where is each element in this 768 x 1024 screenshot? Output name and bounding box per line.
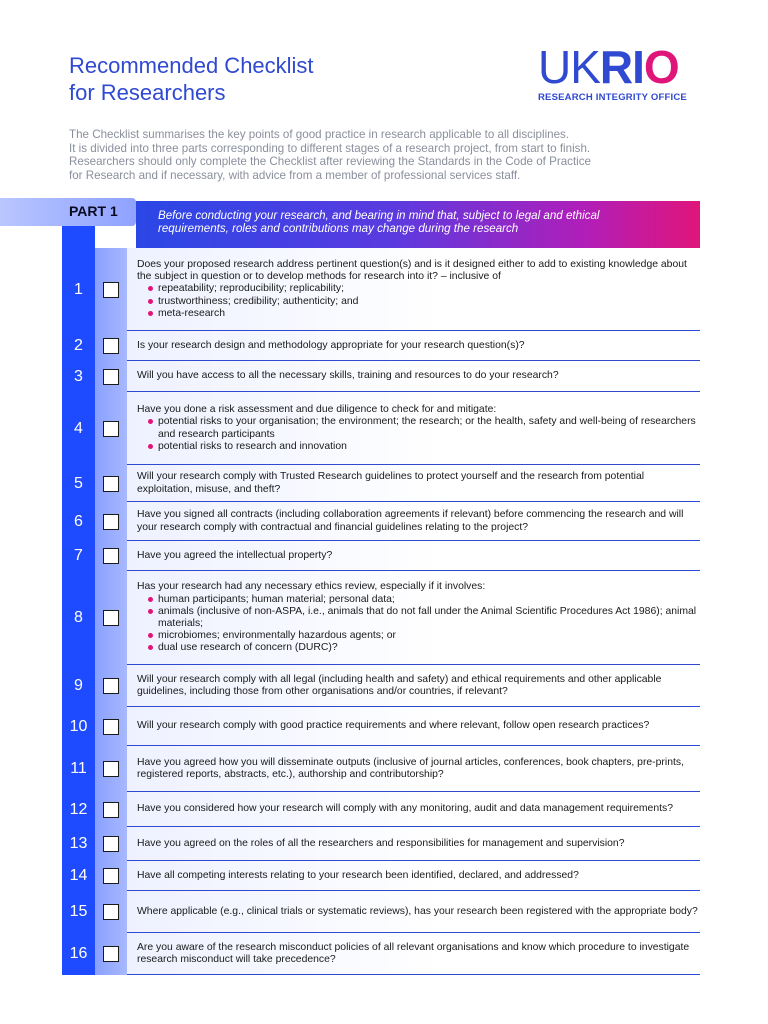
checklist-row-16	[62, 933, 700, 975]
row-divider	[127, 974, 700, 975]
item-checkbox[interactable]	[103, 476, 119, 492]
item-checkbox[interactable]	[103, 678, 119, 694]
part-banner-line-1: Before conducting your research, and bearing in mind that, subject to legal and ethical	[158, 209, 600, 222]
item-number: 3	[74, 367, 83, 385]
item-question	[137, 541, 698, 571]
item-checkbox[interactable]	[103, 836, 119, 852]
item-checkbox[interactable]	[103, 946, 119, 962]
item-bullet: repeatability; reproducibility; replicability;	[148, 283, 698, 295]
item-question	[137, 502, 698, 541]
checklist-row-9	[62, 665, 700, 707]
item-number: 2	[74, 337, 83, 354]
checklist-row-4	[62, 392, 700, 465]
item-bullet: trustworthiness; credibility; authenticity; and	[148, 296, 698, 308]
item-checkbox[interactable]	[103, 719, 119, 735]
checklist-row-15	[62, 891, 700, 933]
title-line-1: Recommended Checklist	[69, 53, 314, 78]
item-question-text: Has your research had any necessary ethics review, especially if it involves:	[137, 581, 486, 593]
intro-line: for Research and if necessary, with advice from a member of professional services staff.	[69, 168, 521, 182]
item-number: 6	[74, 512, 83, 530]
item-number: 4	[74, 419, 83, 437]
item-bullet: meta-research	[148, 308, 698, 320]
item-question	[137, 707, 698, 746]
item-checkbox[interactable]	[103, 338, 119, 354]
item-question-text: Are you aware of the research misconduct policies of all relevant organisations and know which procedure to investigate research misconduct will take precedence?	[137, 941, 690, 965]
logo-uk: UK	[538, 41, 600, 93]
item-question-text: Is your research design and methodology appropriate for your research question(s)?	[137, 339, 525, 351]
item-bullet-list	[137, 416, 698, 453]
item-question	[137, 248, 698, 331]
item-checkbox[interactable]	[103, 369, 119, 385]
checklist-row-13	[62, 827, 700, 861]
item-question	[137, 933, 698, 975]
item-question	[137, 331, 698, 361]
item-question-text: Will you have access to all the necessary skills, training and resources to do your research?	[137, 370, 559, 382]
item-question	[137, 746, 698, 792]
item-question	[137, 827, 698, 861]
item-question-text: Have you agreed on the roles of all the researchers and responsibilities for management and supervision?	[137, 837, 625, 849]
item-question	[137, 361, 698, 392]
intro-line: Researchers should only complete the Checklist after reviewing the Standards in the Code of Practice	[69, 155, 591, 169]
checklist-row-1	[62, 248, 700, 331]
page-title	[69, 52, 314, 106]
checklist-row-6	[62, 502, 700, 541]
item-question-text: Will your research comply with all legal (including health and safety) and ethical requirements and other applicable guidelines, including those from other organisations and/or countries, if relevant?	[137, 673, 662, 697]
part-label: PART 1	[69, 203, 118, 219]
item-number: 12	[69, 800, 88, 818]
item-bullet: microbiomes; environmentally hazardous agents; or	[148, 630, 698, 642]
item-bullet: animals (inclusive of non-ASPA, i.e., animals that do not fall under the Animal Scientific Procedures Act 1986); animal materials;	[148, 606, 698, 630]
item-question	[137, 891, 698, 933]
item-question-text: Have you done a risk assessment and due diligence to check for and mitigate:	[137, 404, 497, 416]
item-question	[137, 792, 698, 827]
item-question-text: Have you signed all contracts (including collaboration agreements if relevant) before commencing the research and will your research comply with contractual and financial guidelines relating to the project?	[137, 509, 684, 533]
checklist-row-8	[62, 571, 700, 665]
logo-ri: RI	[599, 41, 644, 93]
item-checkbox[interactable]	[103, 421, 119, 437]
item-checkbox[interactable]	[103, 868, 119, 884]
checklist-row-3	[62, 361, 700, 392]
ukrio-logo	[538, 41, 718, 108]
item-number: 5	[74, 474, 83, 492]
item-question	[137, 392, 698, 465]
item-number: 8	[74, 609, 83, 626]
item-bullet: human participants; human material; personal data;	[148, 594, 698, 606]
item-checkbox[interactable]	[103, 610, 119, 626]
item-checkbox[interactable]	[103, 904, 119, 920]
item-bullet: dual use research of concern (DURC)?	[148, 642, 698, 654]
checklist-row-12	[62, 792, 700, 827]
intro-line: It is divided into three parts corresponding to different stages of a research project, from start to finish.	[69, 141, 591, 155]
item-question-text: Have all competing interests relating to your research been identified, declared, and addressed?	[137, 869, 579, 881]
part-banner-line-2: requirements, roles and contributions may change during the research	[158, 222, 519, 236]
item-question	[137, 665, 698, 707]
checklist-row-11	[62, 746, 700, 792]
item-checkbox[interactable]	[103, 761, 119, 777]
item-number: 11	[70, 760, 87, 777]
item-question-text: Will your research comply with good practice requirements and where relevant, follow open research practices?	[137, 720, 650, 732]
title-line-2: for Researchers	[69, 80, 226, 105]
intro-paragraph	[69, 128, 709, 182]
item-number: 10	[69, 717, 88, 735]
item-bullet: potential risks to your organisation; the environment; the research; or the health, safety and well-being of researchers and research participants	[148, 416, 698, 440]
logo-wordmark	[538, 41, 718, 93]
item-question-text: Will your research comply with Trusted Research guidelines to protect yourself and the research from potential exploitation, misuse, and theft?	[137, 471, 645, 495]
item-checkbox[interactable]	[103, 282, 119, 298]
item-number: 16	[69, 945, 88, 962]
checklist-row-14	[62, 861, 700, 891]
item-checkbox[interactable]	[103, 548, 119, 564]
item-number: 13	[69, 835, 88, 852]
item-question	[137, 465, 698, 502]
intro-line: The Checklist summarises the key points of good practice in research applicable to all disciplines.	[69, 128, 570, 141]
item-checkbox[interactable]	[103, 802, 119, 818]
item-question	[137, 571, 698, 665]
logo-o: O	[643, 41, 679, 93]
item-number: 15	[69, 903, 88, 920]
item-question	[137, 861, 698, 891]
item-number: 7	[74, 547, 83, 564]
checklist-row-7	[62, 541, 700, 571]
item-question-text: Where applicable (e.g., clinical trials or systematic reviews), has your research been registered with the appropriate body?	[137, 905, 698, 917]
item-checkbox[interactable]	[103, 514, 119, 530]
part-banner-text	[158, 209, 698, 236]
item-question-text: Have you agreed how you will disseminate outputs (inclusive of journal articles, conferences, book chapters, pre-prints, registered reports, abstracts, etc.), authorship and contributorship?	[137, 756, 684, 780]
item-number: 1	[74, 280, 83, 298]
logo-subtitle: RESEARCH INTEGRITY OFFICE	[538, 92, 687, 103]
checklist-row-2	[62, 331, 700, 361]
item-question-text: Have you considered how your research will comply with any monitoring, audit and data management requirements?	[137, 803, 673, 815]
checklist-row-5	[62, 465, 700, 502]
item-bullet: potential risks to research and innovation	[148, 441, 698, 453]
item-bullet-list	[137, 283, 698, 320]
item-question-text: Have you agreed the intellectual property?	[137, 549, 333, 561]
item-number: 9	[74, 677, 83, 694]
item-bullet-list	[137, 594, 698, 655]
checklist-row-10	[62, 707, 700, 746]
item-number: 14	[69, 867, 88, 884]
item-question-text: Does your proposed research address pertinent question(s) and is it designed either to add to existing knowledge about the subject in question or to develop methods for research into it? – inclusive of	[137, 258, 687, 283]
